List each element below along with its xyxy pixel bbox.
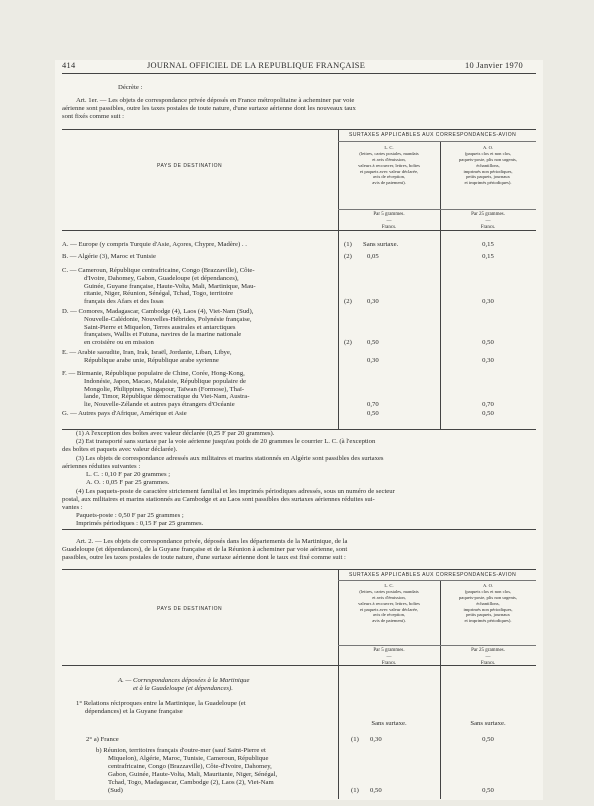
table2-unit-rule (338, 645, 536, 646)
ao-header-2 (440, 583, 536, 624)
row-text: Tchad, Togo, Madagascar, Cambodge (2), Laos (2), Viet-Nam (108, 779, 274, 786)
row-text: français des Afars et des Issas (84, 298, 164, 306)
pays-header-2: PAYS DE DESTINATION (157, 606, 223, 612)
row-text: ritanie, Niger, Réunion, Sénégal, Tchad, Togo, territoire (84, 290, 233, 298)
lc-desc-line: avis de paiement). (372, 180, 406, 186)
table2-subhead-rule (338, 580, 536, 581)
row-text: République arabe unie, République arabe syrienne (84, 356, 219, 364)
lc-desc-line: et paquets avec valeur déclarée, (359, 168, 419, 174)
row-text: B. — Algérie (3), Maroc et Tunisie (62, 253, 156, 260)
lc-value: 0,30 (370, 736, 382, 743)
ao-desc-line: imprimés non périodiques, (463, 168, 513, 174)
francs-label: Francs. (381, 225, 397, 230)
row-text: b) Réunion, territoires français d'outre-mer (sauf Saint-Pierre et (96, 747, 266, 754)
francs-label: Francs. (381, 661, 397, 666)
row-text: Saint-Pierre et Miquelon, Terres australes et antarctiques (84, 323, 236, 331)
lc-value: Sans surtaxe. (363, 241, 399, 248)
lc-value: 0,70 (367, 401, 379, 409)
lc-value: Sans surtaxe. (371, 720, 407, 727)
header-rule (62, 73, 536, 74)
lc-desc-line: valeurs à recouvrer, lettres, boîtes (358, 162, 420, 168)
lc-value: 0,30 (367, 356, 379, 364)
footnote-line: (3) Les objets de correspondance adressés aux militaires et marins stationnés en Algérie sont passibles des surtaxes (76, 455, 384, 462)
surtaxes-header: SURTAXES APPLICABLES AUX CORRESPONDANCES-AVION (349, 132, 517, 138)
footnote-line: aériennes réduites suivantes : (62, 463, 141, 470)
note-ref: (2) (344, 298, 352, 306)
ao-value: Sans surtaxe. (470, 720, 506, 727)
ao-unit (440, 212, 536, 232)
footnote-line: des boîtes et paquets avec valeur déclarée). (62, 446, 178, 453)
journal-title: JOURNAL OFFICIEL DE LA REPUBLIQUE FRANÇAISE (147, 61, 366, 70)
art1-line: sont fixés comme suit : (62, 113, 125, 120)
ao-value: 0,50 (482, 410, 494, 417)
lc-desc-line: avis de réception, (372, 612, 406, 618)
ao-value: 0,15 (482, 241, 494, 248)
footnote-line: vantes : (62, 504, 83, 511)
ao-desc-line: échantillons, (476, 162, 500, 168)
row-text: lie, Nouvelle-Zélande et autres pays étrangers d'Océanie (84, 401, 235, 409)
ao-title: A. O. (482, 583, 494, 588)
row-text: E. — Arabie saoudite, Iran, Irak, Israël, Jordanie, Liban, Libye, (62, 349, 232, 356)
footnote-line: Paquets-poste : 0,50 F par 25 grammes ; (76, 512, 184, 519)
art2-line: Art. 2. — Les objets de correspondance privée, déposés dans les départements de la Martinique, de la (76, 538, 348, 545)
lc-desc-line: et avis d'émission, (372, 594, 406, 600)
lc-value: 0,30 (367, 298, 379, 306)
lc-title: L. C. (384, 583, 394, 588)
row-text: 1° Relations réciproques entre la Martinique, la Guadeloupe (et (76, 700, 246, 707)
ao-value: 0,30 (482, 298, 494, 306)
footnote-line: postal, aux militaires et marins stationnés au Cambodge et au Laos sont passibles des surtaxes aériennes réduites sui- (62, 496, 375, 503)
ao-unit-2 (440, 648, 536, 668)
ao-desc-line: petits paquets, journaux (466, 174, 510, 180)
row-text: en croisière ou en mission (84, 339, 154, 347)
table1-unit-rule (338, 209, 536, 210)
section-rule (62, 529, 536, 530)
note-ref: (1) (351, 787, 359, 794)
lc-desc-line: (lettres, cartes postales, mandats (359, 150, 419, 156)
row-text: françaises, Wallis et Futuna, navires de la marine nationale (84, 331, 242, 339)
dash: — (386, 218, 392, 224)
row-text: C. — Cameroun, République centrafricaine, Congo (Brazzaville), Côte- (62, 267, 255, 274)
row-text: D. — Comores, Madagascar, Cambodge (4), Laos (4), Viet-Nam (Sud), (62, 308, 254, 315)
lc-desc-line: valeurs à recouvrer, lettres, boîtes (358, 600, 420, 606)
ao-value: 0,70 (482, 401, 494, 409)
dash: — (485, 654, 491, 660)
ao-desc-line: et imprimés périodiques). (464, 618, 512, 624)
table1-top-rule (62, 129, 536, 130)
row-text: Gabon, Guinée, Haute-Volta, Mali, Mauritanie, Niger, Sénégal, (108, 771, 278, 778)
footnote-line: A. O. : 0,05 F par 25 grammes. (86, 479, 170, 486)
lc-unit-label: Par 5 grammes. (373, 648, 405, 653)
note-ref: (2) (344, 253, 352, 260)
row-text: A. — Europe (y compris Turquie d'Asie, Açores, Chypre, Madère) . . (62, 241, 247, 248)
ao-value: 0,15 (482, 253, 494, 260)
lc-desc-line: et avis d'émission, (372, 156, 406, 162)
ao-desc-line: paquets-poste, plis non urgents, (459, 156, 517, 162)
row-text: 2° a) France (86, 736, 119, 743)
footnote-line: (4) Les paquets-poste de caractère strictement familial et les imprimés périodiques adressés, sous un numéro de secteur (76, 488, 395, 495)
dash: — (386, 654, 392, 660)
lc-unit-label: Par 5 grammes. (373, 212, 405, 217)
art2-line: Guadeloupe (et dépendances), de la Guyane française et de la Réunion à acheminer par voie aérienne, sont (62, 546, 348, 553)
ao-desc-line: petits paquets, journaux (466, 612, 510, 618)
ao-value: 0,30 (482, 356, 494, 364)
table1-subhead-rule (338, 141, 536, 142)
row-text: dépendances) et la Guyane française (85, 708, 183, 715)
art2-line: passibles, outre les taxes postales de toute nature, d'une surtaxe aérienne dont le taux est fixé comme suit : (62, 554, 346, 561)
row-text: lande, Timor, République démocratique du Viet-Nam, Austra- (84, 393, 250, 401)
lc-value: 0,50 (367, 410, 379, 417)
lc-unit-2 (338, 648, 440, 668)
row-text: (Sud) (108, 787, 123, 794)
lc-desc-line: avis de réception, (372, 174, 406, 180)
row-text: centrafricaine, Congo (Brazzaville), Côte-d'Ivoire, Dahomey, (108, 763, 272, 770)
lc-value: 0,50 (370, 787, 382, 794)
lc-desc-line: (lettres, cartes postales, mandats (359, 588, 419, 594)
row-text: G. — Autres pays d'Afrique, Amérique et Asie (62, 410, 187, 417)
ao-desc-line: imprimés non périodiques, (463, 606, 513, 612)
decrete-heading: Décrète : (118, 84, 143, 91)
ao-desc-line: (paquets clos et non clos, (464, 150, 512, 156)
lc-value: 0,05 (367, 253, 379, 260)
surtaxes-header-2: SURTAXES APPLICABLES AUX CORRESPONDANCES-AVION (349, 572, 517, 578)
ao-unit-label: Par 25 grammes. (471, 212, 505, 217)
lc-value: 0,50 (367, 339, 379, 347)
lc-unit (338, 212, 440, 232)
ao-desc-line: (paquets clos et non clos, (464, 588, 512, 594)
ao-value: 0,50 (482, 787, 494, 794)
issue-date: 10 Janvier 1970 (465, 61, 523, 70)
dash: — (485, 218, 491, 224)
ao-unit-label: Par 25 grammes. (471, 648, 505, 653)
footnote-line: Imprimés périodiques : 0,15 F par 25 grammes. (76, 520, 204, 527)
page-number: 414 (62, 61, 76, 70)
lc-header-2 (338, 583, 440, 624)
ao-value: 0,50 (482, 339, 494, 347)
row-text: Nouvelle-Calédonie, Nouvelles-Hébrides, Polynésie française, (84, 315, 252, 323)
art1-line: Art. 1er. — Les objets de correspondance privée déposés en France métropolitaine à acheminer par voie (76, 97, 355, 104)
lc-desc-line: et paquets avec valeur déclarée, (359, 606, 419, 612)
footnote-line: (2) Est transporté sans surtaxe par la voie aérienne jusqu'au poids de 20 grammes le courrier L. C. (à l'exception (76, 438, 376, 445)
ao-value: 0,50 (482, 736, 494, 743)
ao-header (440, 145, 536, 186)
note-ref: (2) (344, 339, 352, 347)
francs-label: Francs. (480, 661, 496, 666)
footnote-line: (1) A l'exception des boîtes avec valeur déclarée (0,25 F par 20 grammes). (76, 430, 275, 437)
ao-desc-line: paquets-poste, plis non urgents, (459, 594, 517, 600)
ao-title: A. O. (482, 145, 494, 150)
row-text: d'Ivoire, Dahomey, Gabon, Guadeloupe (et dépendances), (84, 274, 239, 282)
pays-header: PAYS DE DESTINATION (157, 163, 223, 169)
lc-desc-line: avis de paiement). (372, 618, 406, 624)
lc-header (338, 145, 440, 186)
row-text: Mongolie, Philippines, Singapour, Taïwan (Formose), Thaï- (84, 385, 245, 393)
section-a-title: A. — Correspondances déposées à la Martinique (118, 677, 250, 684)
row-text: Indonésie, Japon, Macao, Malaisie, République populaire de (84, 377, 246, 385)
ao-desc-line: et imprimés périodiques). (464, 180, 512, 186)
row-text: F. — Birmanie, République populaire de Chine, Corée, Hong-Kong, (62, 370, 245, 377)
note-ref: (1) (351, 736, 359, 743)
note-ref: (1) (344, 241, 352, 248)
lc-title: L. C. (384, 145, 394, 150)
art1-line: aérienne sont passibles, outre les taxes postales de toute nature, d'une surtaxe aérienne dont les nouveaux taux (62, 105, 356, 112)
section-a-title: et à la Guadeloupe (et dépendances). (133, 685, 233, 692)
footnote-line: L. C. : 0,10 F par 20 grammes ; (86, 471, 171, 478)
francs-label: Francs. (480, 225, 496, 230)
ao-desc-line: échantillons, (476, 600, 500, 606)
table2-top-rule (62, 569, 536, 570)
row-text: Miquelon), Algérie, Maroc, Tunisie, Cameroun, République (108, 755, 269, 762)
row-text: Guinée, Guyane française, Haute-Volta, Mali, Martinique, Mau- (84, 282, 256, 290)
